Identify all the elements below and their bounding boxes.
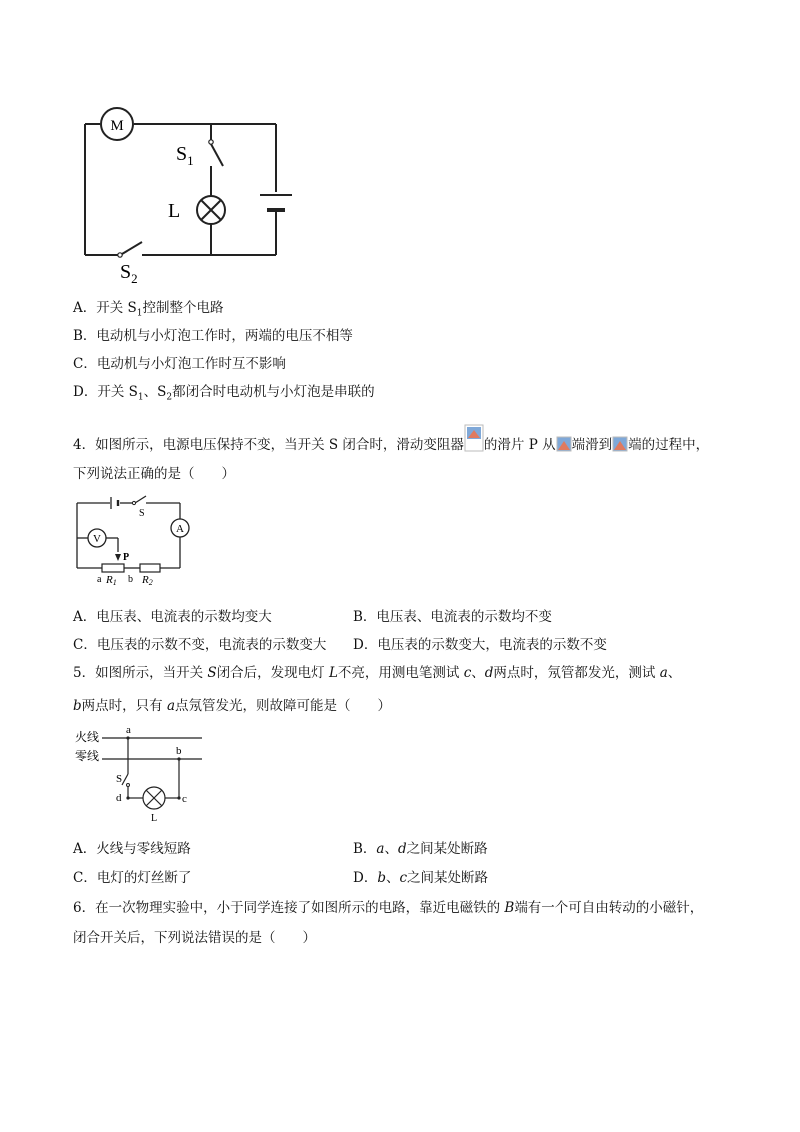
q4-option-d[interactable]: D．电压表的示数变大，电流表的示数不变 (353, 637, 607, 653)
resistor-r2 (140, 564, 160, 572)
q4-stem-line2: 下列说法正确的是（ ） (73, 466, 235, 482)
live-wire-label: 火线 (75, 730, 100, 744)
q3-circuit-diagram (70, 100, 300, 290)
missing-image-icon (556, 436, 572, 457)
q3-option-d[interactable]: D．开关 $S_1$、$S_2$都闭合时电动机与小灯泡是串联的 (73, 384, 375, 403)
q5-point-d-label: d (116, 792, 122, 804)
q6-stem-line1: 6．在一次物理实验中，小于同学连接了如图所示的电路，靠近电磁铁的 B端有一个可自由转动的小磁针， (73, 900, 704, 916)
q5-option-a[interactable]: A．火线与零线短路 (73, 841, 191, 857)
q6-stem-line2: 闭合开关后，下列说法错误的是（ ） (73, 930, 316, 946)
q4-option-a[interactable]: A．电压表、电流表的示数均变大 (73, 609, 272, 625)
q5-lamp-label: L (151, 813, 158, 824)
q5-stem-line2: b两点时，只有 a点氖管发光，则故障可能是（ ） (73, 698, 392, 714)
q3-option-c[interactable]: C．电动机与小灯泡工作时互不影响 (73, 356, 286, 372)
missing-image-icon (464, 424, 484, 457)
q5-point-a-label: a (126, 724, 131, 736)
q5-household-circuit-diagram (72, 722, 212, 824)
q5-switch-label: S (116, 773, 123, 785)
q4-switch-label: S (139, 508, 145, 519)
q4-option-b[interactable]: B．电压表、电流表的示数均不变 (353, 609, 552, 625)
motor-label: M (110, 118, 124, 134)
voltmeter-label: V (93, 533, 101, 545)
q5-option-b[interactable]: B．a、d之间某处断路 (353, 841, 488, 857)
q5-option-d[interactable]: D．b、c之间某处断路 (353, 870, 489, 886)
q4-circuit-diagram (72, 492, 202, 588)
q5-stem-line1: 5．如图所示，当开关 S闭合后，发现电灯 L不亮，用测电笔测试 c、d两点时，氖管都发光，测试 a、 (73, 665, 682, 681)
q5-option-c[interactable]: C．电灯的灯丝断了 (73, 870, 192, 886)
q4-point-a-label: a (97, 574, 102, 585)
q4-point-b-label: b (128, 574, 133, 585)
s1-label: $S_1$ (176, 143, 194, 168)
q3-option-a[interactable]: A．开关 $S_1$控制整个电路 (73, 300, 224, 319)
lamp-label: L (168, 200, 181, 222)
q5-point-b-label: b (176, 745, 182, 757)
r1-label: R1 (106, 574, 117, 587)
r2-label: R2 (142, 574, 153, 587)
neutral-wire-label: 零线 (75, 749, 100, 763)
missing-image-icon (612, 436, 628, 457)
q4-stem-line1: 4．如图所示，电源电压保持不变，当开关 S 闭合时，滑动变阻器 的滑片 P 从 端滑到 端的过程中， (73, 424, 709, 457)
q3-option-b[interactable]: B．电动机与小灯泡工作时，两端的电压不相等 (73, 328, 353, 344)
s2-label: $S_2$ (120, 261, 138, 286)
resistor-r1 (102, 564, 124, 572)
switch-s2 (122, 242, 142, 254)
switch-s1 (211, 144, 223, 166)
slider-arrow (115, 554, 121, 561)
q5-point-c-label: c (182, 793, 187, 805)
ammeter-label: A (176, 523, 184, 535)
q4-option-c[interactable]: C．电压表的示数不变，电流表的示数变大 (73, 637, 327, 653)
slider-label: P (123, 552, 130, 563)
